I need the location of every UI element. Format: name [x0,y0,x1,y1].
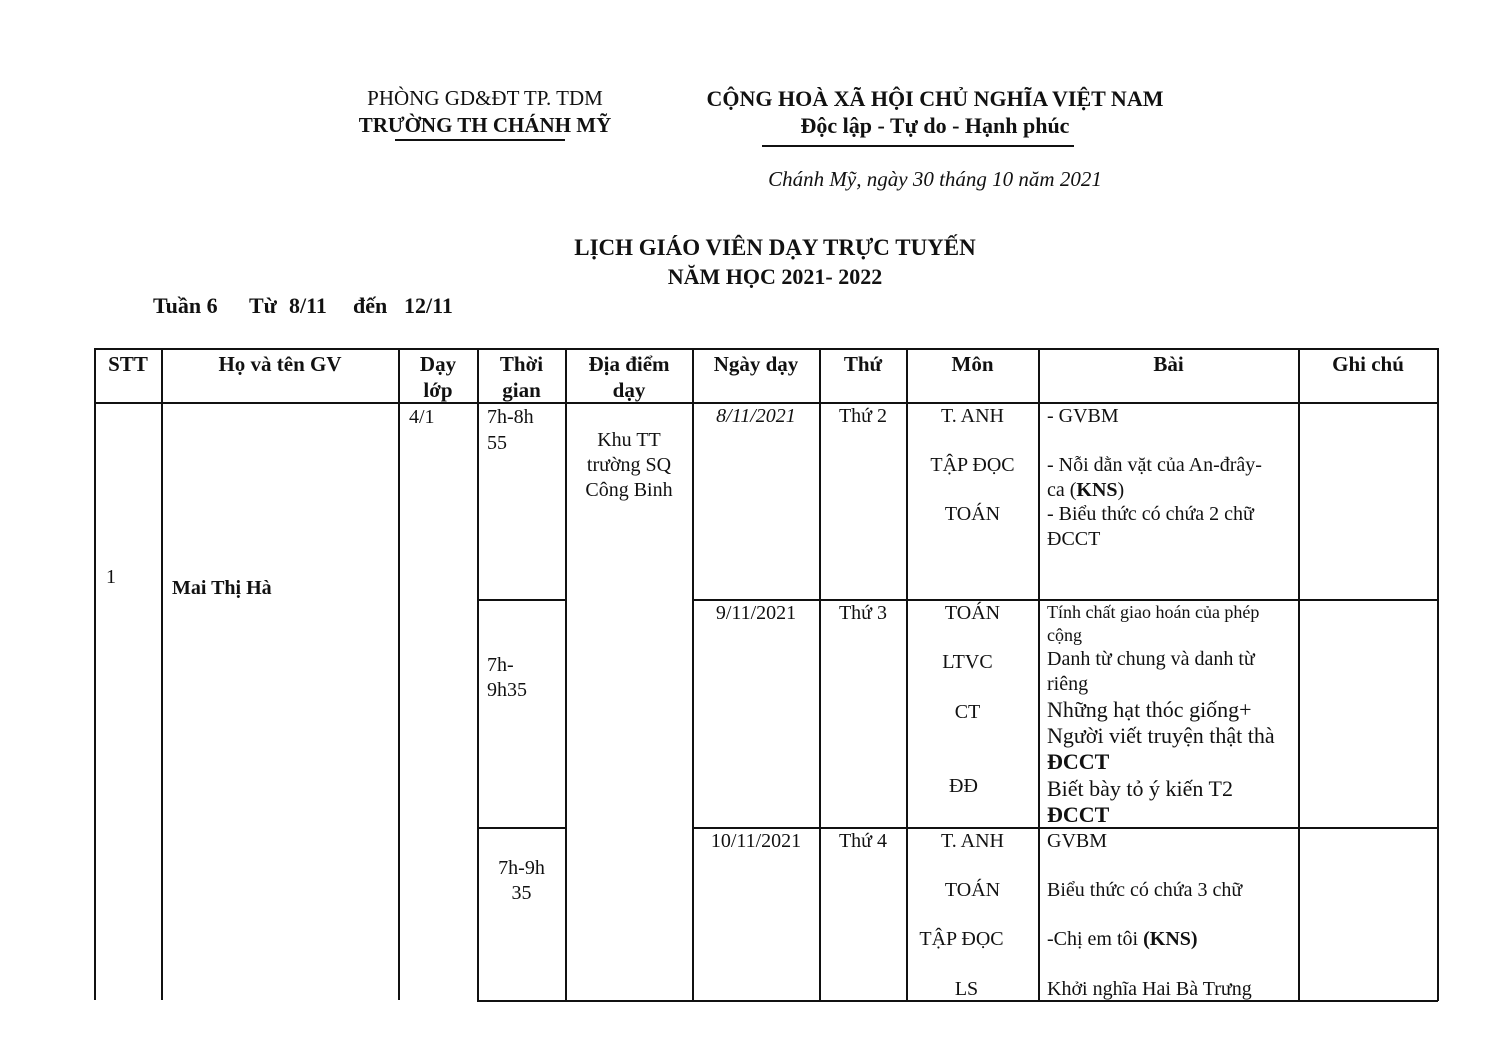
lesson-block1-2b-post: ) [1117,479,1125,501]
place-line-1: Khu TT [597,429,661,451]
block1-bottom-border [477,599,565,601]
time-block2-line1: 7h- [487,654,514,676]
subject-block3-3: TẬP ĐỌC [919,928,1004,950]
motto-underline [762,145,1074,147]
from-date: 8/11 [289,293,327,318]
lesson-block3-3-pre: -Chị em tôi [1047,928,1144,950]
col-border-6 [819,348,821,1001]
header-stt: STT [108,352,148,376]
country-name: CỘNG HOÀ XÃ HỘI CHỦ NGHĨA VIỆT NAM [706,86,1164,111]
header-lesson: Bài [1153,352,1184,376]
lesson-block2-2b: riêng [1047,673,1089,695]
header-note: Ghi chú [1332,352,1404,376]
from-label: Từ [249,293,277,318]
document-title: LỊCH GIÁO VIÊN DẠY TRỰC TUYẾN [574,235,976,260]
to-date: 12/11 [404,293,453,318]
to-label: đến [353,293,388,318]
lesson-block3-3-bold: (KNS) [1143,928,1198,950]
lesson-block2-4a: Biết bày tỏ ý kiến T2 [1047,776,1233,801]
lesson-block2-3a: Những hạt thóc giống+ [1047,697,1252,722]
header-time-1: Thời [499,352,544,376]
row-stt: 1 [106,566,116,588]
department-name: PHÒNG GD&ĐT TP. TDM [367,86,603,110]
lesson-block1-2b-bold: KNS [1076,479,1118,501]
lesson-block1-3a: - Biểu thức có chứa 2 chữ [1047,503,1254,525]
date-line: Chánh Mỹ, ngày 30 tháng 10 năm 2021 [768,167,1102,191]
lesson-block3-3 [1047,927,1198,952]
day-block1: Thứ 2 [838,405,888,427]
school-name: TRƯỜNG TH CHÁNH MỸ [358,113,612,137]
date-block3: 10/11/2021 [710,830,802,852]
school-underline [395,139,565,141]
table-top-border [94,348,1438,350]
time-block3-line1: 7h-9h [498,857,545,879]
subject-block1-1: T. ANH [941,405,1004,427]
header-day: Thứ [843,352,883,376]
teacher-name: Mai Thị Hà [172,577,272,599]
lesson-block2-1a: Tính chất giao hoán của phép [1047,602,1260,622]
time-block1-line2: 55 [487,432,507,454]
lesson-block1-3b: ĐCCT [1047,528,1101,550]
class-name: 4/1 [409,406,435,428]
header-class-2: lớp [423,378,453,402]
lesson-block2-3c: ĐCCT [1047,749,1110,774]
motto: Độc lập - Tự do - Hạnh phúc [800,113,1070,138]
lesson-block2-3b: Người viết truyện thật thà [1047,723,1275,748]
subject-block2-2: LTVC [942,651,993,673]
header-teacher: Họ và tên GV [218,352,342,376]
lesson-block1-2b-pre: ca ( [1047,479,1077,501]
lesson-block3-1: GVBM [1047,830,1108,852]
col-border-0 [94,348,96,1000]
col-border-1 [161,348,163,1000]
subject-block3-4: LS [954,978,979,1000]
school-year: NĂM HỌC 2021- 2022 [667,264,883,289]
time-block1-line1: 7h-8h [487,406,534,428]
lesson-block2-4b: ĐCCT [1047,802,1110,827]
lesson-block3-4: Khởi nghĩa Hai Bà Trưng [1047,978,1252,1000]
place-line-3: Công Binh [585,479,673,501]
place-line-2: trường SQ [586,454,672,476]
time-block3-line2: 35 [511,882,532,904]
day-block2: Thứ 3 [838,602,888,624]
col-border-2 [398,348,400,1000]
header-subject: Môn [951,352,994,376]
lesson-block1-2a: - Nỗi dằn vặt của An-đrây- [1047,454,1262,476]
col-border-8 [1038,348,1040,1001]
subject-block3-1: T. ANH [941,830,1004,852]
subject-block2-3: CT [954,701,981,723]
date-block2: 9/11/2021 [715,602,797,624]
lesson-block3-2: Biểu thức có chứa 3 chữ [1047,879,1243,901]
col-border-9 [1298,348,1300,1001]
header-date: Ngày dạy [713,352,799,376]
lesson-block1-1: - GVBM [1047,405,1119,427]
header-place-2: dạy [612,378,646,402]
lesson-block2-2a: Danh từ chung và danh từ [1047,648,1255,670]
col-border-5 [692,348,694,1001]
lesson-block2-1b: cộng [1047,625,1082,645]
block2-bottom-border [477,827,565,829]
day-block3: Thứ 4 [838,830,888,852]
subject-block1-3: TOÁN [944,503,1001,525]
subject-block1-2: TẬP ĐỌC [930,454,1015,476]
header-place-1: Địa điểm [588,352,670,376]
subject-block2-4: ĐĐ [949,775,978,797]
subject-block2-1: TOÁN [944,602,1001,624]
col-border-10 [1437,348,1439,1001]
header-class-1: Dạy [419,352,457,376]
lesson-block1-2b [1047,478,1124,503]
week-label: Tuần 6 [153,293,218,318]
date-block1: 8/11/2021 [716,405,796,427]
subject-block3-2: TOÁN [944,879,1001,901]
time-block2-line2: 9h35 [487,679,527,701]
header-time-2: gian [502,378,541,402]
